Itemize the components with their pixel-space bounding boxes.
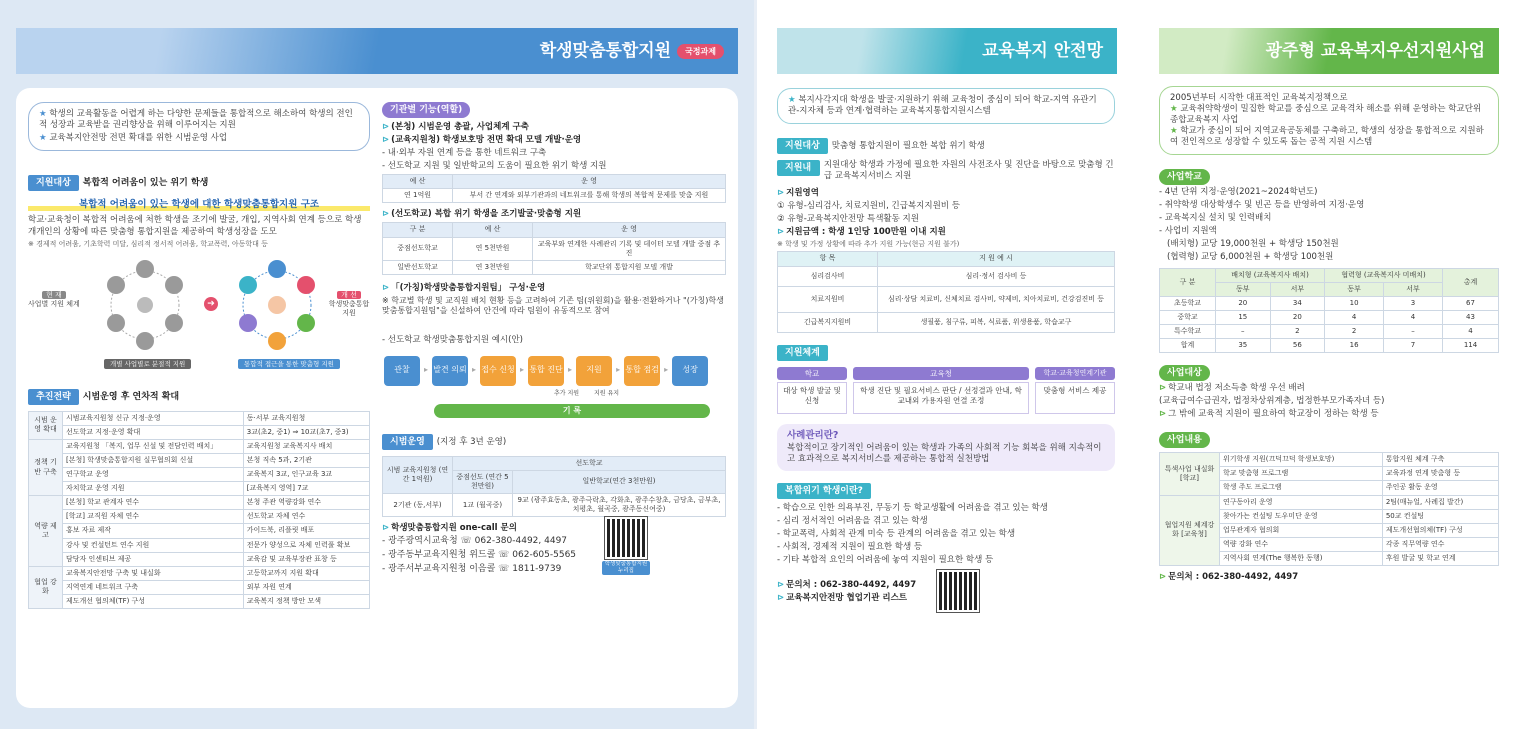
system-office: 교육청	[853, 367, 1029, 381]
content-row: 찾아가는 컨설팅 도우미단 운영 50교 컨설팅	[1160, 509, 1499, 523]
after-label: 학생맞춤통합지원	[328, 299, 370, 317]
arrow-right-icon: ▸	[424, 365, 429, 375]
risk-list	[777, 503, 1115, 566]
partner-list-link[interactable]: ⊳ 교육복지안전망 협업기관 리스트	[777, 593, 907, 604]
circle-arrow-icon: ⊳	[382, 122, 390, 132]
flow-step: 통합 점검	[624, 356, 660, 386]
flow-step: 통합 진단	[528, 356, 564, 386]
national-task-tag: 국정과제	[677, 44, 724, 59]
stat-row: 합계 35 56 16 7 114	[1160, 338, 1499, 352]
right-content-pill: 사업내용	[1159, 432, 1210, 448]
circle-arrow-icon: ⊳	[382, 282, 390, 293]
system-pill: 지원체계	[777, 345, 828, 361]
arrow-right-icon: ▸	[472, 365, 477, 375]
left-title-banner	[16, 28, 738, 74]
structure-desc: 학교·교육청이 복합적 어려움에 처한 학생을 조기에 발굴, 개입, 지역사회 연계 등으로 학생 개개인의 상황에 따른 맞춤형 통합지원을 제공하여 학생성장을 도모	[28, 215, 362, 237]
star-icon: ★	[39, 133, 47, 144]
flow-step: 관찰	[384, 356, 420, 386]
circle-arrow-icon: ⊳	[382, 135, 390, 146]
circle-arrow-icon: ⊳	[1159, 409, 1167, 420]
strategy-row: 선도학교 지정·운영 확대 3교(초2, 중1) ⇒ 10교(초7, 중3)	[29, 425, 370, 439]
left-column-2	[382, 102, 726, 577]
intro-line-1: 학생의 교육활동을 어렵게 하는 다양한 문제들을 통합적으로 해소하여 학생의 전인적 성장과 교육받을 권리향상을 위해 이루어지는 지원	[39, 109, 353, 131]
star-icon: ★	[788, 95, 796, 105]
pilot-pill: 시범운영	[382, 434, 433, 450]
strategy-row: 정책 기반 구축 교육지원청 「복지, 업무 신설 및 전담인력 배치」 교육지원청 교육복지사 배치	[29, 439, 370, 453]
school-budget-table: 구 분 예 산 운 영 중점선도학교 연 5천만원 교육부와 연계한 사례관리 기록 및 데이터 모델 개발 중점 추진 일반선도학교 연 3천만원 학교단위 통합지원 모델 개발	[382, 222, 726, 274]
amount-text: 지원금액 : 학생 1인당 100만원 이내 지원	[786, 227, 946, 238]
school-line: (협력형) 교당 6,000천원 + 학생당 100천원	[1167, 252, 1334, 263]
school-line: (배치형) 교당 19,000천원 + 학생당 150천원	[1167, 239, 1339, 250]
school-line: - 사업비 지원액	[1159, 226, 1217, 237]
area-2: ② 유형-교육복지안전망 특색활동 지원	[777, 214, 919, 225]
area-1: ① 유형-심리검사, 치료지원비, 긴급복지지원비 등	[777, 201, 960, 212]
content-row: 특색사업 내실화 [학교] 위기학생 지원(끄덕끄덕 학생보호망) 통합지원 체계 구축	[1160, 453, 1499, 467]
function-4-note: ※ 학교별 학생 및 교직원 배치 현황 등을 고려하여 기존 팀(위원회)을 활용·전환하거나 "(가칭)학생맞춤통합지원팀"을 신설하여 안건에 따라 팀원이 유동적으로 참여	[382, 295, 724, 316]
school-line: - 교육복지실 설치 및 인력배치	[1159, 213, 1272, 224]
circle-arrow-icon: ⊳	[382, 209, 390, 220]
risk-item: - 기타 복합적 요인의 어려움에 놓여 지원이 필요한 학생 등	[777, 554, 994, 565]
right-contact: 문의처 : 062-380-4492, 4497	[1168, 571, 1299, 582]
risk-item: - 학습으로 인한 의욕부진, 무동기 등 학교생활에 어려움을 겪고 있는 학생	[777, 502, 1048, 513]
project-content-table	[1159, 452, 1499, 566]
mid-title: 교육복지 안전망	[982, 41, 1103, 61]
strategy-table	[28, 411, 370, 609]
pilot-text: (지정 후 3년 운영)	[436, 436, 507, 447]
fragmented-diagram	[90, 255, 200, 355]
circle-arrow-icon: ⊳	[1159, 383, 1167, 394]
stat-row: 초등학교 20 34 10 3 67	[1160, 296, 1499, 310]
structure-note: ※ 경제적 어려움, 기초학력 미달, 심리적 정서적 어려움, 학교폭력, 아동학대 등	[28, 239, 268, 248]
target-pill: 지원대상	[28, 175, 79, 191]
target-text: 복합적 어려움이 있는 위기 학생	[82, 178, 209, 189]
content-row: 역량 강화 연수 각종 직무역량 연수	[1160, 537, 1499, 551]
strategy-row: 강사 및 컨설턴트 연수 지원 전문가 양성으로 자체 인력풀 확보	[29, 538, 370, 552]
caption-fragmented: 개별 사업별로 분절적 지원	[104, 359, 191, 369]
content-row: 협업지원 체계강화 [교육청] 연구동아리 운영 2팀(매뉴얼, 사례집 발간)	[1160, 495, 1499, 509]
priority-support-column	[1159, 86, 1499, 585]
structure-title: 복합적 어려움이 있는 학생에 대한 학생맞춤통합지원 구조	[28, 199, 370, 211]
strategy-row: [학교] 교직원 자체 연수 선도학교 자체 연수	[29, 510, 370, 524]
support-system-diagram: 학교 대상 학생 발굴 및 신청 교육청 학생 진단 및 필요서비스 판단 / 선정결과 안내, 학교내외 가용자원 연결 조정 학교·교육청연계기관 맞춤형 서비스 제공	[777, 367, 1115, 415]
contact-3: - 광주서부교육지원청 이음콜 ☏ 1811-9739	[382, 563, 562, 574]
left-panel	[16, 88, 738, 708]
area-title: 지원영역	[786, 188, 819, 199]
record-bar: 기 록	[434, 404, 710, 418]
strategy-row: 자치학교 운영 지원 [교육복지 영역] 7교	[29, 482, 370, 496]
support-flow	[382, 352, 726, 422]
right-title: 광주형 교육복지우선지원사업	[1265, 41, 1485, 61]
content-row: 학생 주도 프로그램 주인공 활동 운영	[1160, 481, 1499, 495]
right-target-1: 학교내 법정 저소득층 학생 우선 배려	[1168, 383, 1305, 394]
flow-sub-1: 추가 지원	[554, 389, 580, 397]
strategy-row: 홍보 자료 제작 가이드북, 리플릿 배포	[29, 524, 370, 538]
flow-title: - 선도학교 학생맞춤통합지원 예시(안)	[382, 334, 523, 345]
circle-arrow-icon: ⊳	[777, 188, 785, 199]
intro-box	[28, 102, 370, 151]
mid-target-pill: 지원대상	[777, 138, 828, 154]
safety-net-column	[777, 88, 1115, 606]
arrow-right-icon: ▸	[664, 365, 669, 375]
left-column-1	[28, 102, 370, 609]
contact-2: - 광주동부교육지원청 위드콜 ☏ 062-605-5565	[382, 549, 577, 560]
arrow-right-icon: ▸	[616, 365, 621, 375]
caption-integrated: 통합적 접근을 통한 맞춤형 지원	[238, 359, 340, 369]
function-pill: 기관별 기능(역할)	[382, 102, 470, 118]
flow-step: 성장	[672, 356, 708, 386]
strategy-row: 역량 제고 [본청] 학교 관계자 연수 본청 주관 역량강화 연수	[29, 496, 370, 510]
support-items-table: 항 목 지 원 예 시 심리검사비 심리·정서 검사비 등 치료지원비 심리·상담 치료비, 신체치료 검사비, 약제비, 치아치료비, 건강검진비 등 긴급복지지원비 생필품, 침구류, 피복, 식료품, 위생용품, 학습교구	[777, 251, 1115, 332]
function-2-sub-2: - 선도학교 지원 및 일반학교의 도움이 필요한 위기 학생 지원	[382, 161, 607, 172]
strategy-row: 지역연계 네트워크 구축 외부 자원 연계	[29, 580, 370, 594]
right-target-pill: 사업대상	[1159, 365, 1210, 381]
strategy-row: [본청] 학생맞춤통합지원 실무협의회 신설 본청 직속 5과, 2기관	[29, 453, 370, 467]
mid-content-text: 지원대상 학생과 가정에 필요한 자원의 사전조사 및 진단을 바탕으로 맞춤형 긴급 교육복지서비스 지원	[823, 160, 1114, 182]
risk-item: - 사회적, 경제적 지원이 필요한 학생 등	[777, 541, 923, 552]
star-icon: ★	[1170, 126, 1178, 137]
circle-arrow-icon: ⊳	[777, 227, 785, 238]
flow-step: 지원	[576, 356, 612, 386]
function-2-sub-1: - 내·외부 자원 연계 등을 통한 네트워크 구축	[382, 148, 547, 159]
right-intro-box: 2005년부터 시작한 대표적인 교육복지정책으로 ★ 교육취약학생이 밀집한 학교를 중심으로 교육격차 해소를 위해 운영하는 학교단위 종합교육복지 사업 ★ 학교가 중심이 되어 지역교육공동체를 구축하고, 학생의 성장을 통합적으로 지원하여 전인적으로 성장할 수 있도록 돕는 공적 지원 시스템	[1159, 86, 1499, 155]
content-row: 지역사회 연계(The 행복한 동행) 후원 발굴 및 학교 연계	[1160, 551, 1499, 565]
arrow-right-icon: ▸	[520, 365, 525, 375]
strategy-row: 제도개선 협의체(TF) 구성 교육복지 정책 방안 모색	[29, 594, 370, 608]
flow-sub-2: 지원 유지	[594, 389, 620, 397]
right-title-banner	[1159, 28, 1499, 74]
case-title: 사례관리란?	[787, 430, 839, 442]
circle-arrow-icon: ⊳	[382, 523, 390, 534]
current-label: 사업별 지원 체계	[28, 299, 80, 308]
case-text: 복합적이고 장기적인 어려움이 있는 학생과 가족의 사회적 기능 회복을 위해 지속적이고 효과적으로 복지서비스를 제공하는 통합적 실천방법	[787, 442, 1102, 464]
strategy-row: 협업 강화 교육복지안전망 구축 및 내실화 고등학교까지 지원 확대	[29, 566, 370, 580]
support-structure-diagram	[28, 255, 370, 375]
contact-title: 학생맞춤통합지원 one-call 문의	[391, 523, 517, 534]
content-row: 학교 맞춤형 프로그램 교육과정 연계 맞춤형 등	[1160, 467, 1499, 481]
risk-pill: 복합위기 학생이란?	[777, 483, 871, 499]
star-icon: ★	[1170, 104, 1178, 115]
pilot-table: 시범 교육지원청 (연간 1억원) 선도학교 중점선도 (연간 5천만원) 일반학교(연간 3천만원) 2기관 (동,서부) 1교 (월곡중) 9교 (광주효동초, 광주극락초, 각화초, 광주수창초, 금당초, 금부초, 치평초, 월곡중, 광주동신여중)	[382, 456, 726, 517]
school-pill: 사업학교	[1159, 169, 1210, 185]
circle-arrow-icon: ⊳	[777, 593, 785, 604]
stat-row: 중학교 15 20 4 4 43	[1160, 310, 1499, 324]
function-1: (본청) 시범운영 총괄, 사업체계 구축	[391, 122, 529, 132]
system-school: 학교	[777, 367, 847, 381]
qr-code-icon[interactable]	[605, 517, 647, 559]
mid-intro: 복지사각지대 학생을 발굴·지원하기 위해 교육청이 중심이 되어 학교-지역 유관기관-지자체 등과 연계·협력하는 교육복지통합지원시스템	[788, 95, 1097, 117]
risk-item: - 학교폭력, 사회적 관계 미숙 등 관계의 어려움을 겪고 있는 학생	[777, 528, 1016, 539]
mid-contact: 문의처 : 062-380-4492, 4497	[786, 579, 917, 590]
function-2: (교육지원청) 학생보호망 전면 확대 모델 개발·운영	[391, 135, 582, 146]
school-stat-table: 구 분 배치형 (교육복지사 배치) 협력형 (교육복지사 미배치) 총계 동부 서부 동부 서부 초등학교 20 34 10 3 67 중학교 15 20 4 4 43 특수학교 – 2 2 – 4 합계 35 56 16 7 114	[1159, 268, 1499, 354]
flow-step: 접수 신청	[480, 356, 516, 386]
school-line: - 취약학생 대상학생수 및 빈곤 등을 반영하여 지정·운영	[1159, 200, 1365, 211]
amount-note: ※ 학생 및 가정 상황에 따라 추가 지원 가능(현금 지원 불가)	[777, 240, 960, 249]
mid-target-text: 맞춤형 통합지원이 필요한 복합 위기 학생	[831, 141, 985, 152]
strategy-pill: 추진전략	[28, 389, 79, 405]
right-page	[757, 0, 1535, 729]
strategy-row: 연구학교 운영 교육복지 3교, 인구교육 3교	[29, 468, 370, 482]
circle-arrow-icon: ⊳	[777, 579, 785, 590]
intro-line-2: 교육복지안전망 전면 확대를 위한 시범운영 사업	[49, 133, 228, 144]
school-line: - 4년 단위 지정·운영(2021~2024학년도)	[1159, 187, 1318, 198]
qr-caption: 학생맞춤통합지원 누리집	[602, 561, 650, 575]
right-target-3: 그 밖에 교육적 지원이 필요하여 학교장이 정하는 학생 등	[1168, 409, 1379, 420]
mid-intro-box	[777, 88, 1115, 124]
content-row: 업무관계자 협의회 제도개선협의체(TF) 구성	[1160, 523, 1499, 537]
strategy-row: 시범 운영 확대 시범교육지원청 신규 지정·운영 동·서부 교육지원청	[29, 411, 370, 425]
left-page	[0, 0, 754, 729]
left-title: 학생맞춤통합지원	[539, 41, 672, 61]
arrow-right-icon: ▸	[568, 365, 573, 375]
integrated-diagram	[222, 255, 332, 355]
mid-title-banner	[777, 28, 1117, 74]
budget-table: 예 산 운 영 연 1억원 부서 간 연계와 외부기관과의 네트워크를 통해 학생의 복합적 문제를 맞춤 지원	[382, 174, 726, 203]
system-partner: 학교·교육청연계기관	[1035, 367, 1115, 380]
risk-item: - 심리 정서적인 어려움을 겪고 있는 학생	[777, 515, 928, 526]
case-management-box	[777, 424, 1115, 470]
qr-code-icon[interactable]	[937, 570, 979, 612]
contact-1: - 광주광역시교육청 ☏ 062-380-4492, 4497	[382, 536, 568, 547]
arrow-right-icon: ➔	[204, 297, 218, 311]
school-lines	[1159, 187, 1499, 263]
function-3: (선도학교) 복합 위기 학생을 조기발굴·맞춤형 지원	[391, 209, 582, 220]
right-intro: 2005년부터 시작한 대표적인 교육복지정책으로	[1170, 93, 1348, 103]
right-target-2: (교육급여수급권자, 법정차상위계층, 법정한부모가족자녀 등)	[1159, 396, 1385, 407]
current-tag: 현 재	[42, 291, 66, 299]
function-4: 「(가칭)학생맞춤통합지원팀」 구성·운영	[391, 282, 546, 293]
mid-content-pill: 지원내용	[777, 160, 820, 176]
strategy-text: 시범운영 후 연차적 확대	[82, 391, 180, 402]
strategy-row: 담당자 인센티브 제공 교육감 및 교육부장관 표창 등	[29, 552, 370, 566]
flow-step: 발견 의뢰	[432, 356, 468, 386]
after-tag: 개 선	[337, 291, 361, 299]
star-icon: ★	[39, 109, 47, 119]
circle-arrow-icon: ⊳	[1159, 571, 1167, 582]
stat-row: 특수학교 – 2 2 – 4	[1160, 324, 1499, 338]
